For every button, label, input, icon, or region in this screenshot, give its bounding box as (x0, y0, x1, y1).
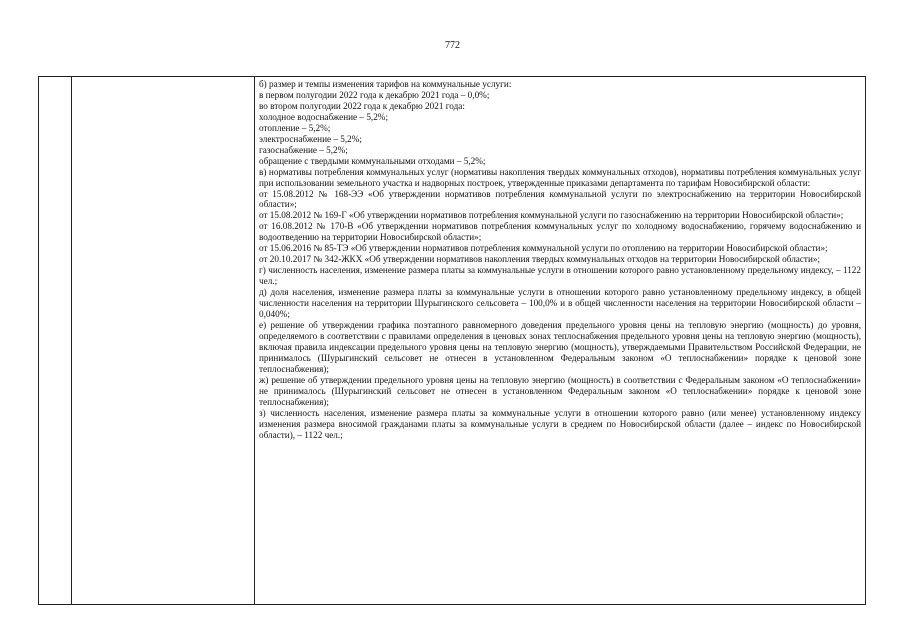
table-right-border (865, 76, 866, 605)
paragraph-population-index: з) численность населения, изменение размера платы за коммунальные услуги в отношении которого равно (или менее) установленному индексу изменения размера вносимой гражданами платы за коммунальные услуги в среднем по Новосибирской области (далее – индекс по Новосибирской области), – 1122 чел.; (259, 407, 861, 440)
document-table (38, 76, 866, 605)
paragraph-gas: газоснабжение – 5,2%; (259, 144, 348, 155)
paragraph-first-half: в первом полугодии 2022 года к декабрю 2021 года – 0,0%; (259, 89, 490, 100)
paragraph-norms: в) нормативы потребления коммунальных услуг (нормативы накопления твердых коммунальных отходов), нормативы потребления коммунальных услуг при использовании земельного участка и надворных построек, утвержденные приказами департамента по тарифам Новосибирской области: (259, 166, 861, 188)
paragraph-heat-schedule: е) решение об утверждении графика поэтапного равномерного доведения предельного уровня цены на тепловую энергию (мощность) до уровня, определяемого в соответствии с правилами определения в ценовых зонах теплоснабжения предельного уровня цены на тепловую энергию (мощность), включая правила индексации предельного уровня цены на тепловую энергию (мощность), утверждаемыми Правительством Российской Федерации, не принималось (Шурыгинский сельсовет не отнесен в установленном Федеральным законом «О теплоснабжении» порядке к ценовой зоне теплоснабжения); (259, 319, 861, 374)
paragraph-second-half: во втором полугодии 2022 года к декабрю 2021 года: (259, 100, 465, 111)
paragraph-order-342: от 20.10.2017 № 342-ЖКХ «Об утверждении нормативов накопления твердых коммунальных отходов на территории Новосибирской области»; (259, 254, 821, 265)
paragraph-heating: отопление – 5,2%; (259, 122, 331, 133)
column-divider (254, 76, 255, 605)
paragraph-cold-water: холодное водоснабжение – 5,2%; (259, 111, 389, 122)
paragraph-electricity: электроснабжение – 5,2%; (259, 133, 362, 144)
paragraph-order-169: от 15.08.2012 № 169-Г «Об утверждении нормативов потребления коммунальной услуги по газоснабжению на территории Новосибирской области»; (259, 210, 844, 221)
column-divider (71, 76, 72, 605)
paragraph-order-168: от 15.08.2012 № 168-ЭЭ «Об утверждении нормативов потребления коммунальной услуги по электроснабжению на территории Новосибирской области»; (259, 188, 861, 210)
paragraph-order-85: от 15.06.2016 № 85-ТЭ «Об утверждении нормативов потребления коммунальной услуги по отоплению на территории Новосибирской области»; (259, 243, 828, 254)
page-number: 772 (445, 40, 460, 51)
paragraph-waste: обращение с твердыми коммунальными отходами – 5,2%; (259, 155, 486, 166)
paragraph-tariff-heading: б) размер и темпы изменения тарифов на коммунальные услуги: (259, 79, 512, 89)
text-cell (259, 79, 861, 440)
paragraph-order-170: от 16.08.2012 № 170-В «Об утверждении нормативов потребления коммунальных услуг по холодному водоснабжению, горячему водоснабжению и водоотведению на территории Новосибирской области»; (259, 221, 861, 243)
paragraph-population-share: д) доля населения, изменение размера платы за коммунальные услуги в отношении которого равно установленному предельному индексу, в общей численности населения на территории Шурыгинского сельсовета – 100,0% и в общей численности населения на территории Новосибирской области – 0,040%; (259, 287, 861, 320)
paragraph-population: г) численность населения, изменение размера платы за коммунальные услуги в отношении которого равно установленному предельному индексу, – 1122 чел.; (259, 265, 861, 287)
paragraph-heat-price: ж) решение об утверждении предельного уровня цены на тепловую энергию (мощность) в соответствии с Федеральным законом «О теплоснабжении» не принималось (Шурыгинский сельсовет не отнесен в установленном Федеральным законом «О теплоснабжении» порядке к ценовой зоне теплоснабжения); (259, 374, 861, 407)
